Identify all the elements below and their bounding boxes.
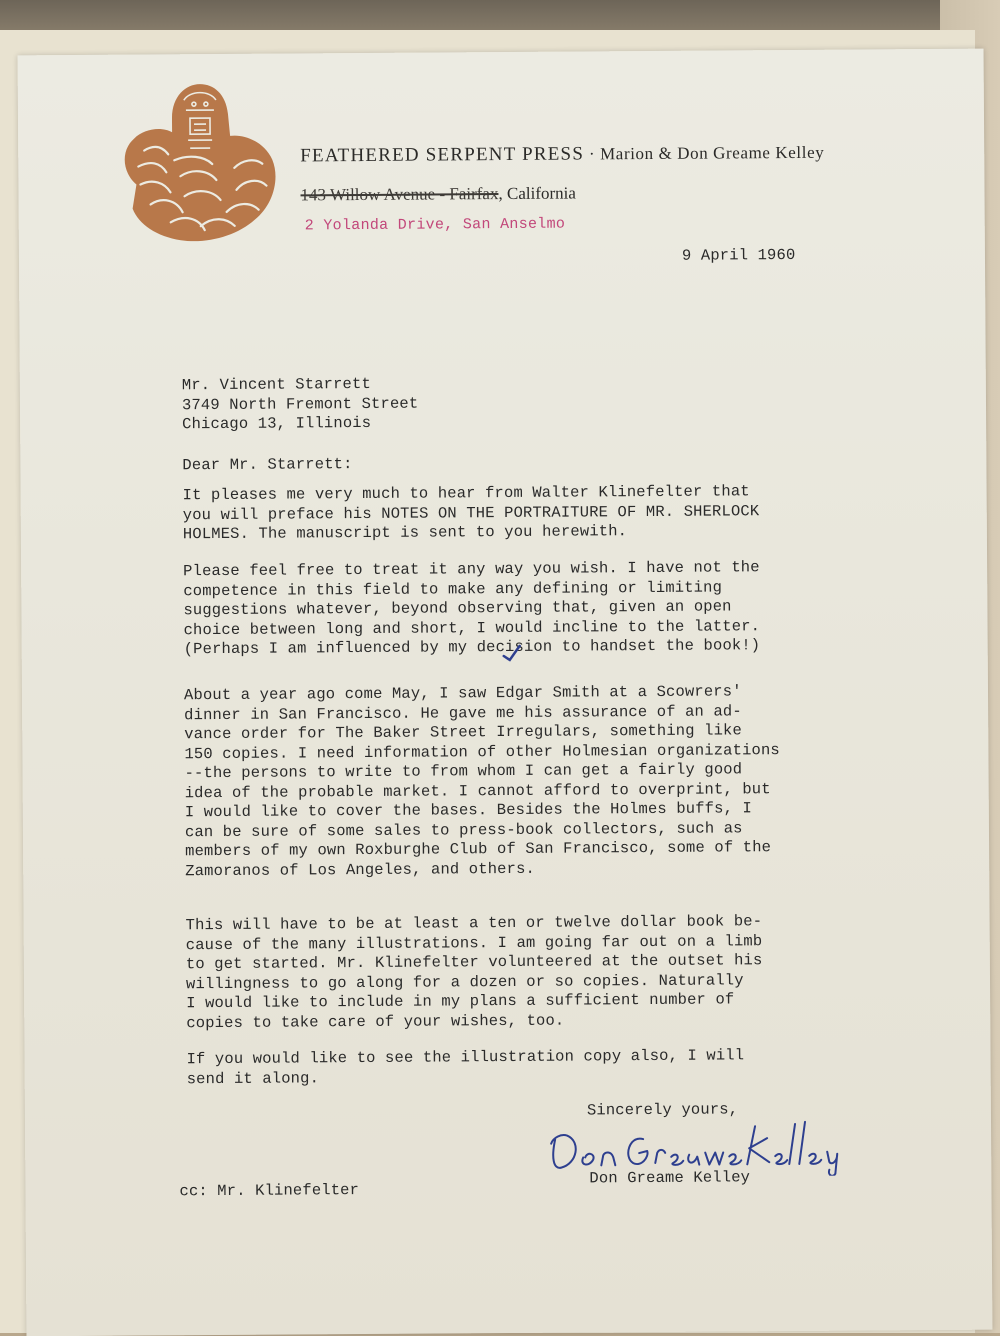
paragraph-1	[183, 481, 873, 544]
paragraph-4	[186, 911, 877, 1033]
text-line: This will have to be at least a ten or twelve dollar book be-	[185, 912, 763, 935]
letterhead-address	[300, 181, 920, 205]
text-line: vance order for The Baker Street Irregulars, something like	[184, 721, 742, 744]
text-line: 150 copies. I need information of other Holmesian organizations	[184, 740, 780, 763]
text-line: It pleases me very much to hear from Walter Klinefelter that	[182, 482, 750, 505]
text-line: suggestions whatever, beyond observing that, given an open	[183, 597, 732, 620]
recipient-address	[182, 375, 419, 435]
closing: Sincerely yours,	[586, 1100, 739, 1120]
text-line: can be sure of some sales to press-book collectors, such as	[184, 818, 743, 841]
paragraph-2	[183, 557, 874, 659]
text-line: choice between long and short, I would incline to the latter.	[183, 616, 761, 639]
state: , California	[498, 183, 576, 204]
recipient-name: Mr. Vincent Starrett	[181, 374, 371, 395]
owner-names: Marion & Don Greame Kelley	[599, 142, 825, 164]
text-line: send it along.	[186, 1068, 320, 1088]
text-line: Please feel free to treat it any way you wish. I have not the	[183, 558, 760, 581]
ink-correction-mark	[502, 644, 522, 662]
paragraph-3	[184, 681, 875, 881]
text-line: (Perhaps I am influenced by my decision to handset the book!)	[183, 636, 761, 659]
text-line: If you would like to see the illustration copy also, I will	[186, 1046, 745, 1069]
text-line: dinner in San Francisco. He gave me his assurance of an ad-	[184, 701, 742, 724]
text-line: --the persons to write to from whom I can get a fairly good	[184, 760, 743, 783]
text-line: competence in this field to make any defining or limiting	[183, 577, 723, 600]
new-address-stamp: 2 Yolanda Drive, San Anselmo	[304, 215, 566, 235]
old-address-struck: 143 Willow Avenue - Fairfax	[300, 184, 499, 205]
salutation: Dear Mr. Starrett:	[182, 455, 353, 475]
text-line: I would like to include in my plans a sufficient number of	[186, 990, 735, 1013]
letterhead	[300, 141, 920, 205]
letter-sheet	[18, 49, 993, 1336]
text-line: I would like to cover the bases. Besides the Holmes buffs, I	[184, 799, 752, 822]
press-name: FEATHERED SERPENT PRESS	[300, 143, 585, 167]
text-line: cause of the many illustrations. I am going far out on a limb	[185, 931, 763, 954]
recipient-city: Chicago 13, Illinois	[182, 413, 372, 434]
signed-name: Don Greame Kelley	[589, 1168, 751, 1188]
text-line: HOLMES. The manuscript is sent to you herewith.	[182, 522, 628, 544]
letter-date: 9 April 1960	[681, 245, 796, 265]
text-line: Zamoranos of Los Angeles, and others.	[185, 859, 536, 880]
text-line: About a year ago come May, I saw Edgar Smith at a Scowrers'	[183, 682, 742, 705]
text-line: members of my own Roxburghe Club of San Francisco, some of the	[185, 838, 772, 861]
paragraph-5	[186, 1045, 876, 1089]
recipient-street: 3749 North Fremont Street	[181, 394, 419, 414]
cc-line: cc: Mr. Klinefelter	[179, 1181, 360, 1201]
text-line: to get started. Mr. Klinefelter volunteered at the outset his	[185, 951, 763, 974]
feathered-serpent-seal-icon	[114, 80, 281, 249]
text-line: copies to take care of your wishes, too.	[186, 1011, 565, 1032]
separator: ·	[588, 144, 596, 164]
text-line: idea of the probable market. I cannot afford to overprint, but	[184, 779, 771, 802]
text-line: willingness to go along for a dozen or so copies. Naturally	[185, 970, 744, 993]
press-name-line	[300, 141, 920, 167]
text-line: you will preface his NOTES ON THE PORTRAITURE OF MR. SHERLOCK	[182, 501, 760, 524]
